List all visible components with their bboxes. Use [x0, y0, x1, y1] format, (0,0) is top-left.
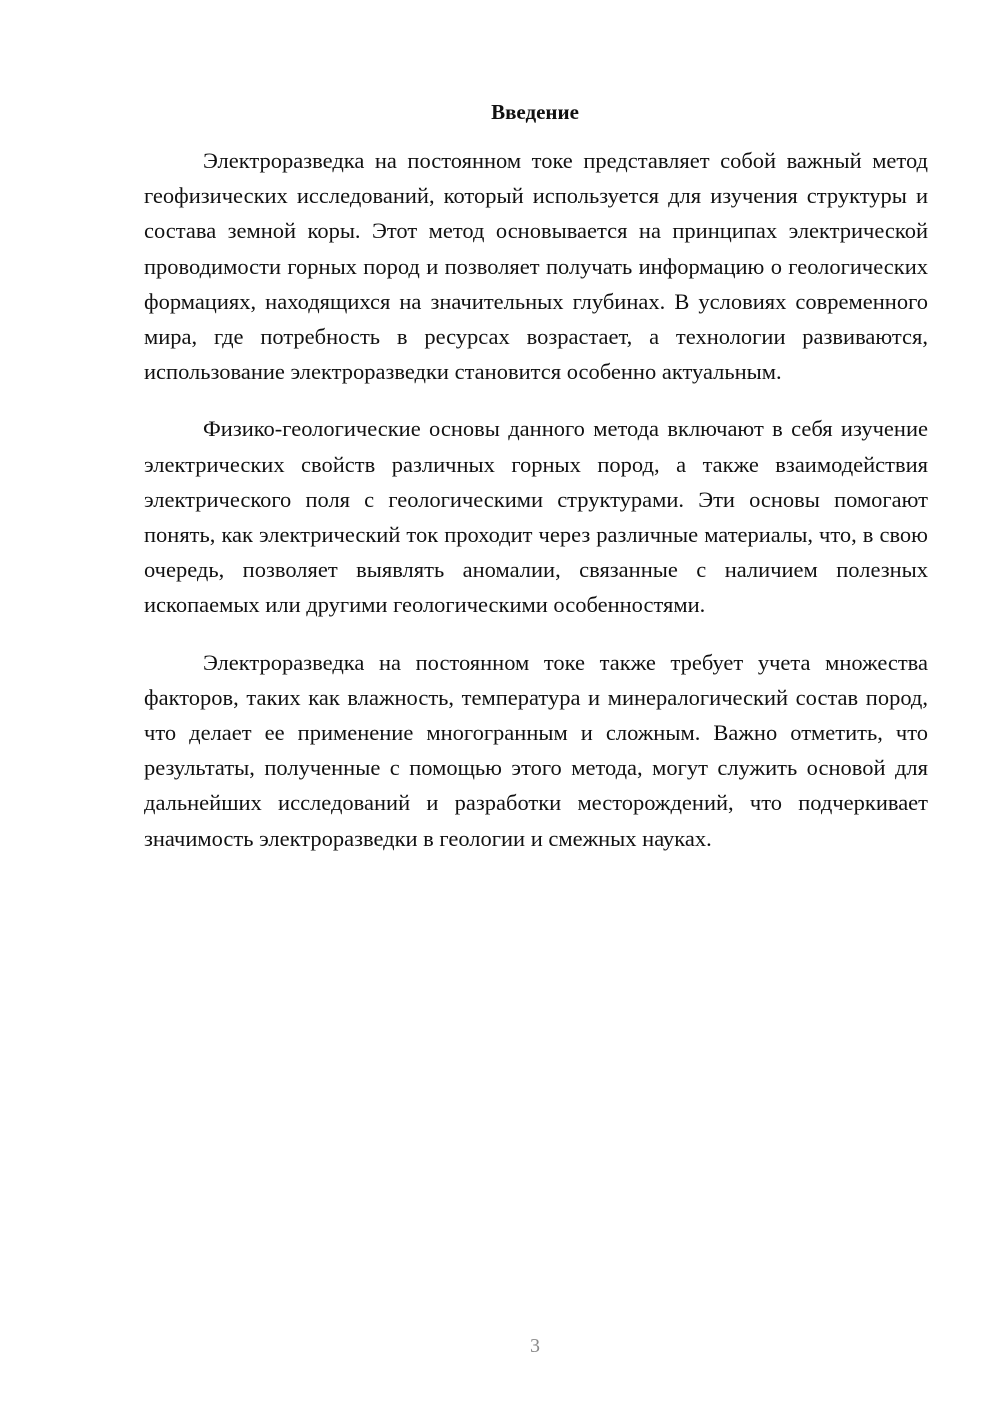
paragraph-1: Электроразведка на постоянном токе представляет собой важный метод геофизических исследований, который используется для изучения структуры и состава земной коры. Этот метод основывается на принципах электрической проводимости горных пород и позволяет получать информацию о геологических формациях, находящихся на значительных глубинах. В условиях современного мира, где потребность в ресурсах возрастает, а технологии развиваются, использование электроразведки становится особенно актуальным. [144, 148, 928, 385]
body-text [144, 143, 928, 878]
paragraph-2: Физико-геологические основы данного метода включают в себя изучение электрических свойств различных горных пород, а также взаимодействия электрического поля с геологическими структурами. Эти основы помогают понять, как электрический ток проходит через различные материалы, что, в свою очередь, позволяет выявлять аномалии, связанные с наличием полезных ископаемых или другими геологическими особенностями. [144, 416, 928, 618]
paragraph-3: Электроразведка на постоянном токе также требует учета множества факторов, таких как влажность, температура и минералогический состав пород, что делает ее применение многогранным и сложным. Важно отметить, что результаты, полученные с помощью этого метода, могут служить основой для дальнейших исследований и разработки месторождений, что подчеркивает значимость электроразведки в геологии и смежных науках. [144, 649, 928, 851]
section-heading: Введение [491, 100, 579, 124]
page-number: 3 [530, 1335, 540, 1357]
